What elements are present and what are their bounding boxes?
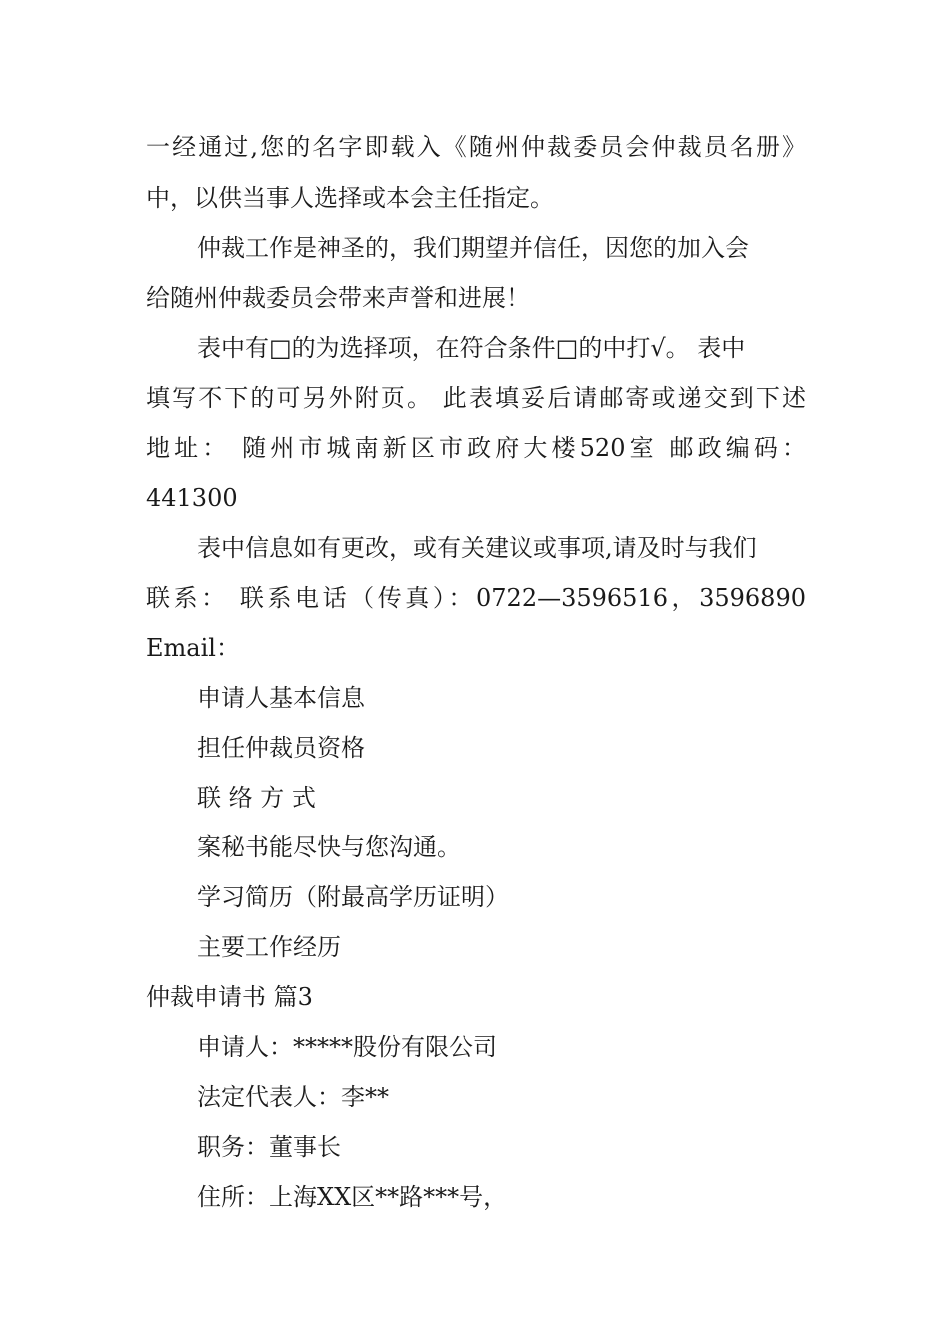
text-line: 地址： 随州市城南新区市政府大楼520室 邮政编码： xyxy=(146,434,806,462)
text-line: 441300 xyxy=(146,484,238,512)
text-line: 主要工作经历 xyxy=(197,933,341,961)
text-line: Email： xyxy=(146,634,240,662)
text-line: 职务：董事长 xyxy=(197,1133,341,1161)
text-line: 申请人基本信息 xyxy=(197,684,365,712)
text-line: 一经通过,您的名字即载入《随州仲裁委员会仲裁员名册》 xyxy=(146,133,806,161)
text-line: 填写不下的可另外附页。 此表填妥后请邮寄或递交到下述 xyxy=(146,384,806,412)
text-line: 联系： 联系电话（传真）：0722—3596516，3596890 xyxy=(146,584,806,612)
text-line: 住所：上海XX区**路***号， xyxy=(197,1183,508,1211)
text-line: 仲裁工作是神圣的，我们期望并信任，因您的加入会 xyxy=(197,234,749,262)
section-heading: 仲裁申请书 篇3 xyxy=(146,983,313,1011)
text-line: 案秘书能尽快与您沟通。 xyxy=(197,833,461,861)
text-line: 表中有□的为选择项，在符合条件□的中打√。 表中 xyxy=(197,334,746,362)
text-line: 给随州仲裁委员会带来声誉和进展！ xyxy=(146,284,530,312)
text-line: 联 络 方 式 xyxy=(197,784,316,812)
text-line: 学习简历（附最高学历证明） xyxy=(197,883,509,911)
text-line: 担任仲裁员资格 xyxy=(197,734,365,762)
text-line: 表中信息如有更改，或有关建议或事项,请及时与我们 xyxy=(197,534,757,562)
text-line: 申请人：*****股份有限公司 xyxy=(197,1033,497,1061)
text-line: 法定代表人：李** xyxy=(197,1083,389,1111)
text-line: 中，以供当事人选择或本会主任指定。 xyxy=(146,184,554,212)
